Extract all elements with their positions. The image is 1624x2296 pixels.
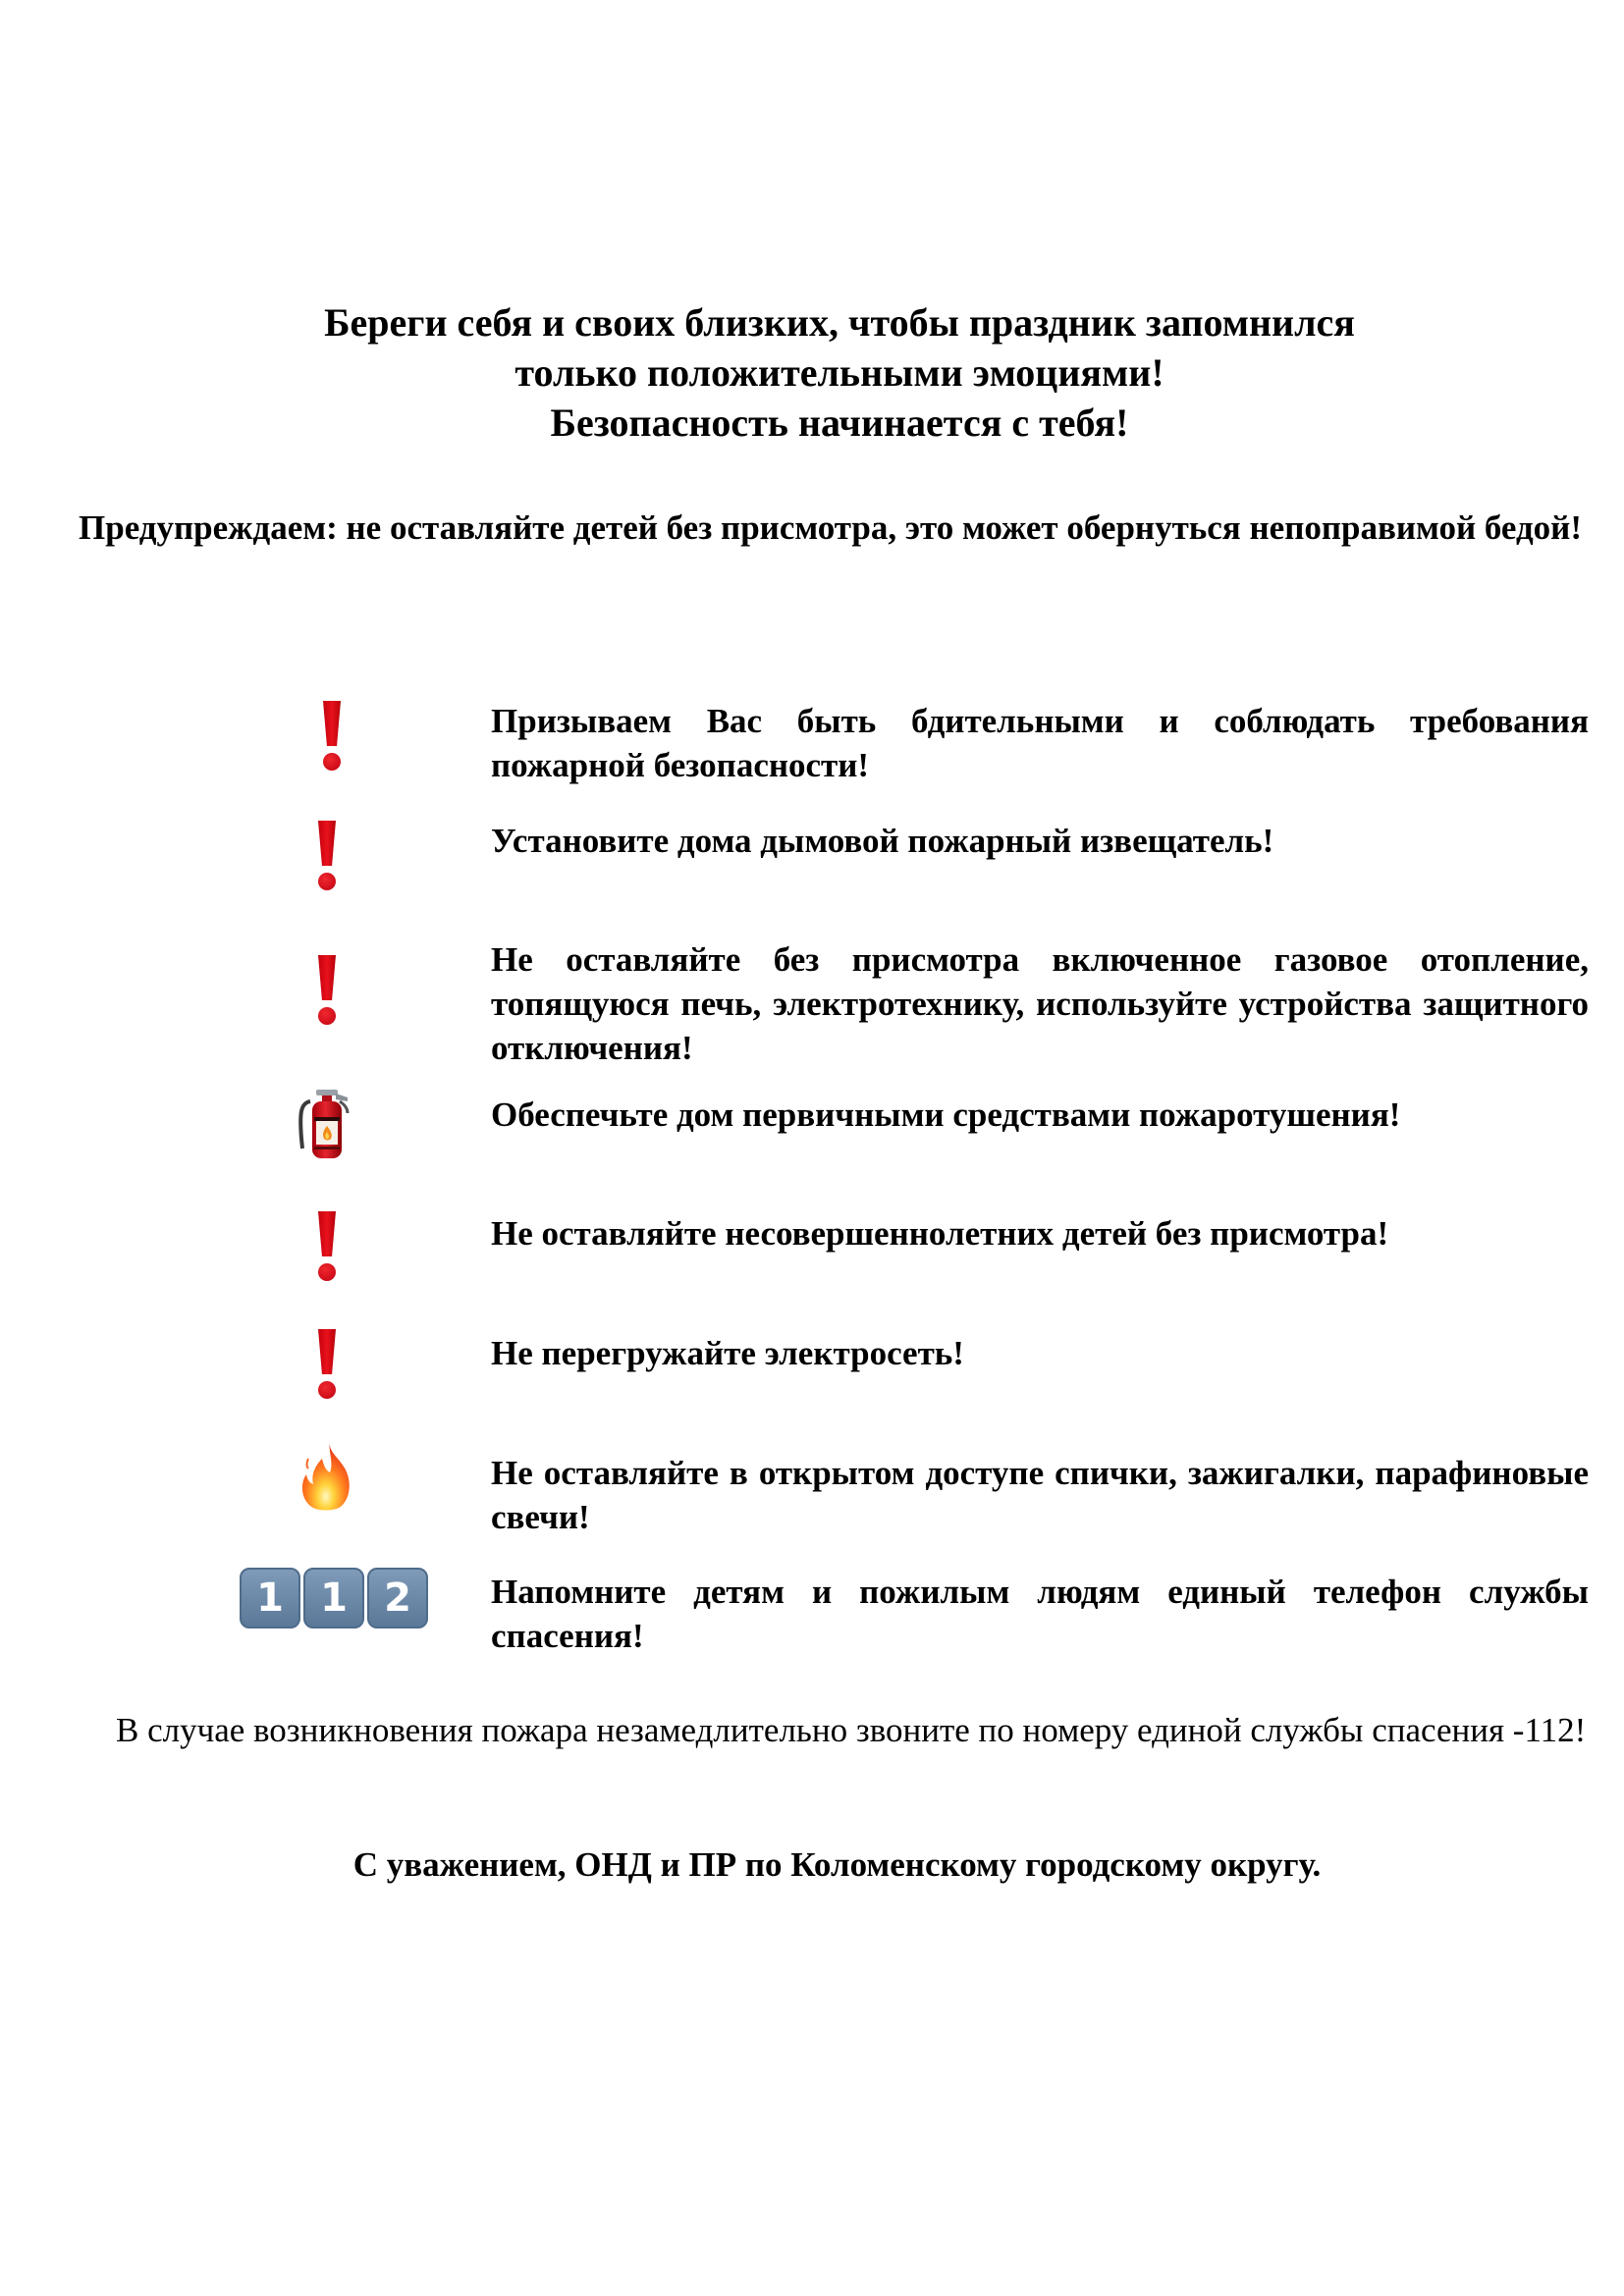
emergency-number-icon [234,1566,434,1630]
title-line: Безопасность начинается с тебя! [550,400,1129,445]
item-text: Не оставляйте несовершеннолетних детей без присмотра! [491,1214,1389,1253]
fire-extinguisher-icon [295,1083,355,1161]
exclamation-icon [312,955,342,1026]
keycap-digit: 1 [240,1568,300,1629]
exclamation-icon [312,1329,342,1400]
fire-icon [293,1437,359,1516]
keycap-digit: 1 [303,1568,364,1629]
signature: С уважением, ОНД и ПР по Коломенскому городскому округу. [352,1845,1322,1884]
item-text: Установите дома дымовой пожарный извещатель! [491,822,1274,860]
item-text: Не оставляйте в открытом доступе спички, зажигалки, парафиновые свечи! [491,1454,1589,1536]
emergency-paragraph: В случае возникновения пожара незамедлительно звоните по номеру единой службы спасения -112! [116,1711,1587,1749]
title-line: только положительными эмоциями! [514,350,1164,395]
keycap-digit: 2 [367,1568,428,1629]
title-line: Береги себя и своих близких, чтобы праздник запомнился [324,300,1355,345]
item-text: Не перегружайте электросеть! [491,1334,964,1372]
item-text: Призываем Вас быть бдительными и соблюдать требования пожарной безопасности! [491,702,1589,784]
warning-text: Предупреждаем: не оставляйте детей без присмотра, это может обернуться непоправимой бедой! [79,508,1582,547]
exclamation-icon [312,821,342,891]
exclamation-icon [312,1211,342,1282]
exclamation-icon [317,701,347,772]
item-text: Обеспечьте дом первичными средствами пожаротушения! [491,1095,1401,1134]
page-title [79,297,1600,448]
item-text: Не оставляйте без присмотра включенное газовое отопление, топящуюся печь, электротехнику, используйте устройства защитного отключения! [491,940,1589,1067]
item-text: Напомните детям и пожилым людям единый телефон службы спасения! [491,1573,1589,1655]
